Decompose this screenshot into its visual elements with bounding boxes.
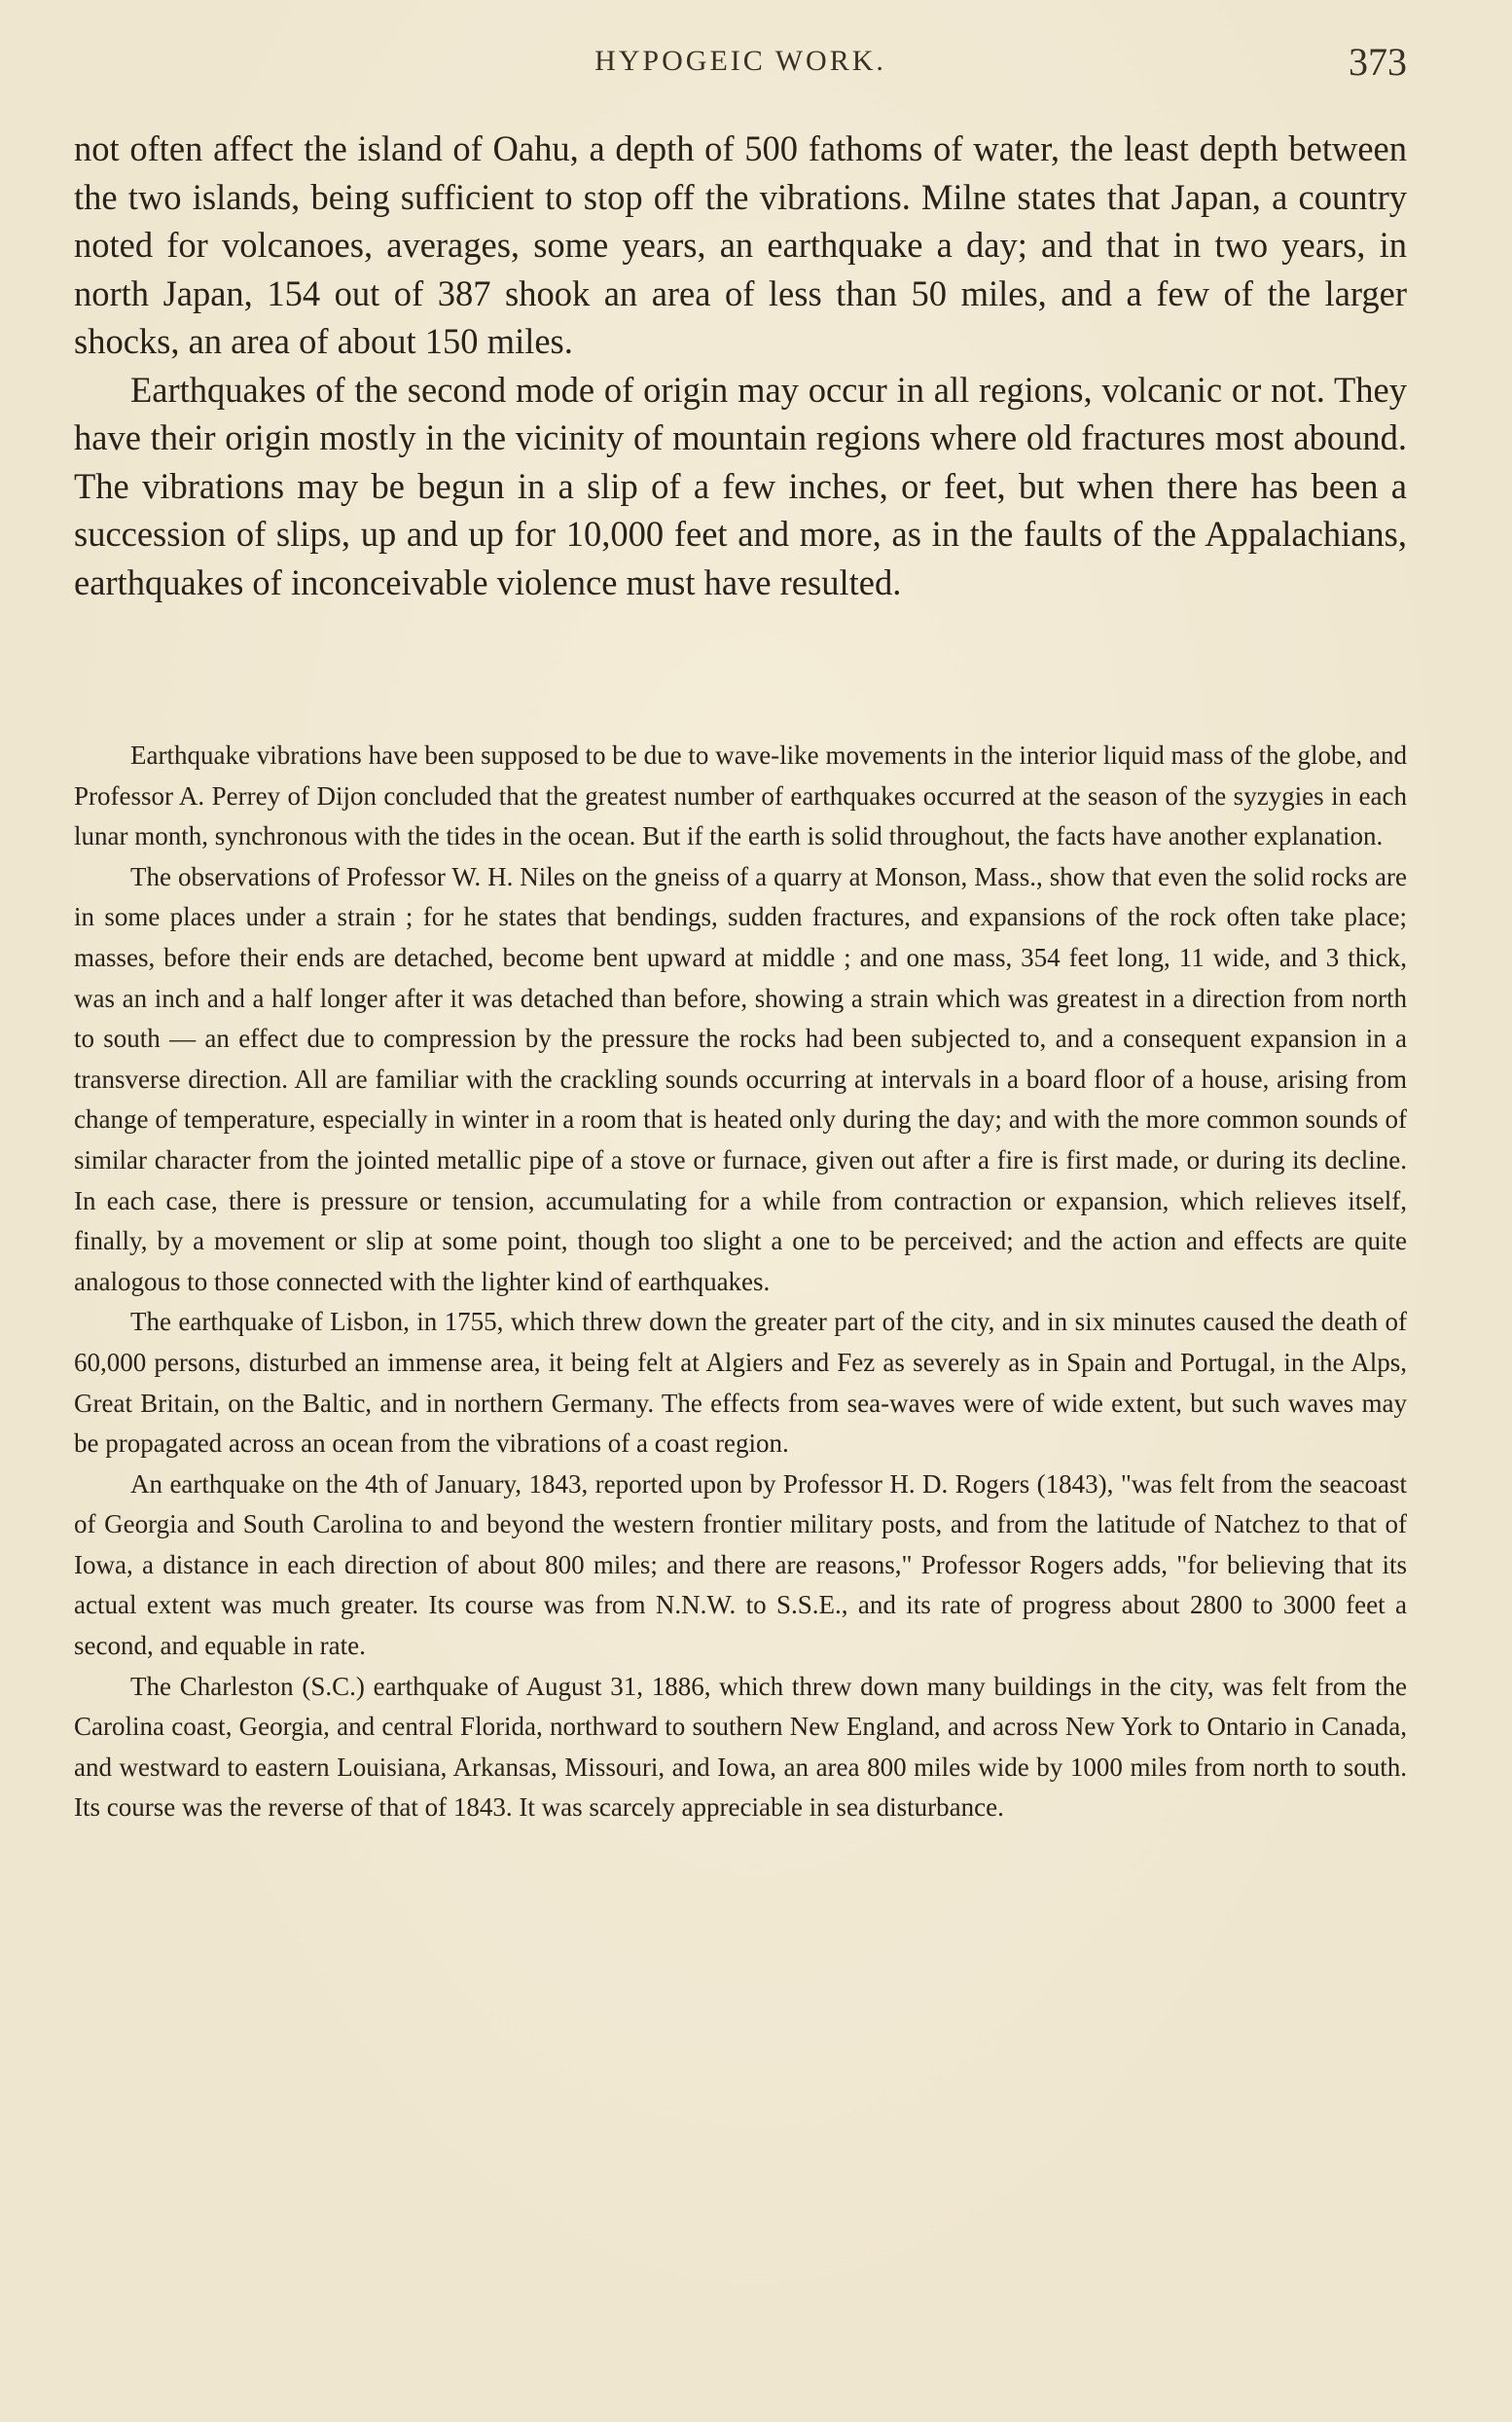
paragraph: Earthquakes of the second mode of origin may occur in all regions, volcanic or not. They have their origin mostly in the vicinity of mountain regions where old fractures most abound. The vibrations may be begun in a slip of a few inches, or feet, but when there has been a succession of slips, up and up for 10,000 feet and more, as in the faults of the Appalachians, earthquakes of inconceivable violence must have resulted. (74, 369, 1407, 602)
paragraph: not often affect the island of Oahu, a depth of 500 fathoms of water, the least depth between the two islands, being sufficient to stop off the vibrations. Milne states that Japan, a country noted for volcanoes, averages, some years, an earthquake a day; and that in two years, in north Japan, 154 out of 387 shook an area of less than 50 miles, and a few of the larger shocks, an area of about 150 miles. (74, 128, 1407, 361)
running-head (74, 39, 1407, 88)
small-paragraph: Earthquake vibrations have been supposed to be due to wave-like movements in the interior liquid mass of the globe, and Professor A. Perrey of Dijon concluded that the greatest number of earthquakes occurred at the season of the syzygies in each lunar month, synchronous with the tides in the ocean. But if the earth is solid throughout, the facts have another explanation. (74, 741, 1407, 851)
small-paragraph: An earthquake on the 4th of January, 1843, reported upon by Professor H. D. Rogers (1843), "was felt from the seacoast of Georgia and South Carolina to and beyond the western frontier military posts, and from the latitude of Natchez to that of Iowa, a distance in each direction of about 800 miles; and there are reasons," Professor Rogers adds, "for believing that its actual extent was much greater. Its course was from N.N.W. to S.S.E., and its rate of progress about 2800 to 3000 feet a second, and equable in rate. (74, 1468, 1407, 1661)
main-text-block (74, 125, 1407, 606)
small-paragraph: The earthquake of Lisbon, in 1755, which threw down the greater part of the city, and in six minutes caused the death of 60,000 persons, disturbed an immense area, it being felt at Algiers and Fez as severely as in Spain and Portugal, in the Alps, Great Britain, on the Baltic, and in northern Germany. The effects from sea-waves were of wide extent, but such waves may be propagated across an ocean from the vibrations of a coast region. (74, 1307, 1407, 1459)
small-print-block (74, 736, 1407, 1828)
running-title: HYPOGEIC WORK. (594, 45, 886, 77)
page-number: 373 (1349, 40, 1407, 84)
small-paragraph: The Charleston (S.C.) earthquake of August 31, 1886, which threw down many buildings in the city, was felt from the Carolina coast, Georgia, and central Florida, northward to southern New England, and across New York to Ontario in Canada, and westward to eastern Louisiana, Arkansas, Missouri, and Iowa, an area 800 miles wide by 1000 miles from north to south. Its course was the reverse of that of 1843. It was scarcely appreciable in sea disturbance. (74, 1671, 1407, 1823)
small-paragraph: The observations of Professor W. H. Niles on the gneiss of a quarry at Monson, Mass., show that even the solid rocks are in some places under a strain ; for he states that bendings, sudden fractures, and expansions of the rock often take place; masses, before their ends are detached, become bent upward at middle ; and one mass, 354 feet long, 11 wide, and 3 thick, was an inch and a half longer after it was detached than before, showing a strain which was greatest in a direction from north to south — an effect due to compression by the pressure the rocks had been subjected to, and a consequent expansion in a transverse direction. All are familiar with the crackling sounds occurring at intervals in a board floor of a house, arising from change of temperature, especially in winter in a room that is heated only during the day; and with the more common sounds of similar character from the jointed metallic pipe of a stove or furnace, given out after a fire is first made, or during its decline. In each case, there is pressure or tension, accumulating for a while from contraction or expansion, which relieves itself, finally, by a movement or slip at some point, though too slight a one to be perceived; and the action and effects are quite analogous to those connected with the lighter kind of earthquakes. (74, 861, 1407, 1296)
